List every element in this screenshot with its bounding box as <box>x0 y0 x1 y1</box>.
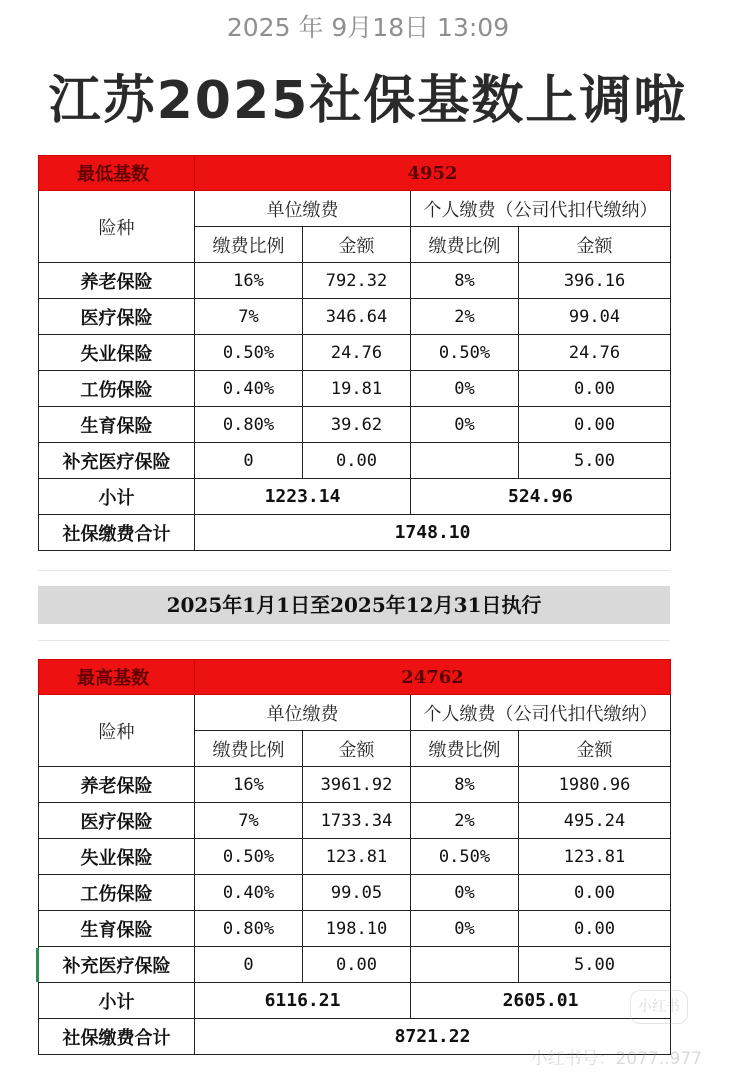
cell-selection-indicator <box>36 948 39 982</box>
personal-rate <box>411 947 519 983</box>
personal-rate-header: 缴费比例 <box>411 227 519 263</box>
header-row <box>39 695 671 731</box>
unit-rate: 0.80% <box>195 911 303 947</box>
insurance-name: 失业保险 <box>39 335 195 371</box>
grid-line <box>38 570 670 571</box>
personal-rate: 0% <box>411 371 519 407</box>
unit-rate: 0.40% <box>195 875 303 911</box>
personal-amount: 99.04 <box>519 299 671 335</box>
insurance-row <box>39 947 671 983</box>
insurance-name: 失业保险 <box>39 839 195 875</box>
total-label: 社保缴费合计 <box>39 1019 195 1055</box>
unit-amount: 1733.34 <box>303 803 411 839</box>
total-label: 社保缴费合计 <box>39 515 195 551</box>
personal-rate <box>411 443 519 479</box>
personal-amount: 123.81 <box>519 839 671 875</box>
subtotal-row <box>39 479 671 515</box>
personal-amount: 0.00 <box>519 875 671 911</box>
insurance-row <box>39 767 671 803</box>
grid-line <box>38 640 670 641</box>
insurance-name: 补充医疗保险 <box>39 443 195 479</box>
insurance-name: 养老保险 <box>39 263 195 299</box>
insurance-row <box>39 875 671 911</box>
unit-amount: 792.32 <box>303 263 411 299</box>
unit-rate: 7% <box>195 299 303 335</box>
personal-amount: 0.00 <box>519 407 671 443</box>
insurance-type-header: 险种 <box>39 695 195 767</box>
base-value: 24762 <box>195 660 671 695</box>
unit-amount-header: 金额 <box>303 227 411 263</box>
subtotal-personal: 2605.01 <box>411 983 671 1019</box>
personal-amount: 396.16 <box>519 263 671 299</box>
unit-amount: 198.10 <box>303 911 411 947</box>
unit-amount: 123.81 <box>303 839 411 875</box>
base-row <box>39 156 671 191</box>
personal-rate: 2% <box>411 299 519 335</box>
insurance-row <box>39 371 671 407</box>
personal-rate: 0% <box>411 407 519 443</box>
unit-rate: 0 <box>195 947 303 983</box>
unit-rate: 16% <box>195 263 303 299</box>
max-base-table <box>38 659 671 1055</box>
insurance-type-header: 险种 <box>39 191 195 263</box>
unit-amount: 19.81 <box>303 371 411 407</box>
subtotal-unit: 1223.14 <box>195 479 411 515</box>
personal-rate: 0% <box>411 875 519 911</box>
personal-amount-header: 金额 <box>519 731 671 767</box>
personal-amount: 0.00 <box>519 911 671 947</box>
subtotal-label: 小计 <box>39 983 195 1019</box>
insurance-row <box>39 803 671 839</box>
unit-rate: 0.50% <box>195 335 303 371</box>
unit-pay-header: 单位缴费 <box>195 191 411 227</box>
insurance-row <box>39 335 671 371</box>
unit-amount: 346.64 <box>303 299 411 335</box>
watermark-logo: 小红书 <box>630 990 688 1024</box>
post-date: 2025 年 9月18日 13:09 <box>226 13 510 42</box>
personal-rate: 0.50% <box>411 839 519 875</box>
personal-amount: 495.24 <box>519 803 671 839</box>
insurance-row <box>39 407 671 443</box>
personal-rate: 0% <box>411 911 519 947</box>
personal-rate: 8% <box>411 263 519 299</box>
base-row <box>39 660 671 695</box>
personal-rate: 0.50% <box>411 335 519 371</box>
insurance-row <box>39 299 671 335</box>
insurance-name: 医疗保险 <box>39 299 195 335</box>
min-base-table <box>38 155 671 551</box>
unit-rate-header: 缴费比例 <box>195 731 303 767</box>
personal-amount: 24.76 <box>519 335 671 371</box>
subtotal-unit: 6116.21 <box>195 983 411 1019</box>
unit-amount: 39.62 <box>303 407 411 443</box>
personal-amount-header: 金额 <box>519 227 671 263</box>
unit-rate: 0.40% <box>195 371 303 407</box>
insurance-row <box>39 839 671 875</box>
insurance-row <box>39 443 671 479</box>
base-value: 4952 <box>195 156 671 191</box>
insurance-name: 医疗保险 <box>39 803 195 839</box>
personal-amount: 5.00 <box>519 443 671 479</box>
unit-amount: 24.76 <box>303 335 411 371</box>
unit-rate: 7% <box>195 803 303 839</box>
base-label: 最高基数 <box>39 660 195 695</box>
subtotal-label: 小计 <box>39 479 195 515</box>
unit-amount: 0.00 <box>303 947 411 983</box>
unit-rate-header: 缴费比例 <box>195 227 303 263</box>
insurance-name: 工伤保险 <box>39 371 195 407</box>
unit-pay-header: 单位缴费 <box>195 695 411 731</box>
header-row <box>39 191 671 227</box>
period-band: 2025年1月1日至2025年12月31日执行 <box>38 586 670 624</box>
personal-rate: 2% <box>411 803 519 839</box>
insurance-name: 补充医疗保险 <box>39 947 195 983</box>
unit-amount: 99.05 <box>303 875 411 911</box>
personal-pay-header: 个人缴费（公司代扣代缴纳） <box>411 695 671 731</box>
watermark-text: 小红书号：2077..977 <box>530 1049 702 1069</box>
unit-rate: 16% <box>195 767 303 803</box>
insurance-row <box>39 911 671 947</box>
headline: 江苏2025社保基数上调啦 <box>48 71 688 131</box>
unit-amount-header: 金额 <box>303 731 411 767</box>
personal-rate-header: 缴费比例 <box>411 731 519 767</box>
unit-rate: 0.50% <box>195 839 303 875</box>
base-label: 最低基数 <box>39 156 195 191</box>
unit-rate: 0 <box>195 443 303 479</box>
total-value: 1748.10 <box>195 515 671 551</box>
personal-pay-header: 个人缴费（公司代扣代缴纳） <box>411 191 671 227</box>
personal-amount: 1980.96 <box>519 767 671 803</box>
unit-amount: 3961.92 <box>303 767 411 803</box>
personal-rate: 8% <box>411 767 519 803</box>
personal-amount: 5.00 <box>519 947 671 983</box>
insurance-name: 生育保险 <box>39 407 195 443</box>
unit-rate: 0.80% <box>195 407 303 443</box>
insurance-name: 生育保险 <box>39 911 195 947</box>
insurance-row <box>39 263 671 299</box>
total-row <box>39 515 671 551</box>
subtotal-row <box>39 983 671 1019</box>
insurance-name: 养老保险 <box>39 767 195 803</box>
insurance-name: 工伤保险 <box>39 875 195 911</box>
personal-amount: 0.00 <box>519 371 671 407</box>
unit-amount: 0.00 <box>303 443 411 479</box>
subtotal-personal: 524.96 <box>411 479 671 515</box>
total-value: 8721.22 <box>195 1019 671 1055</box>
